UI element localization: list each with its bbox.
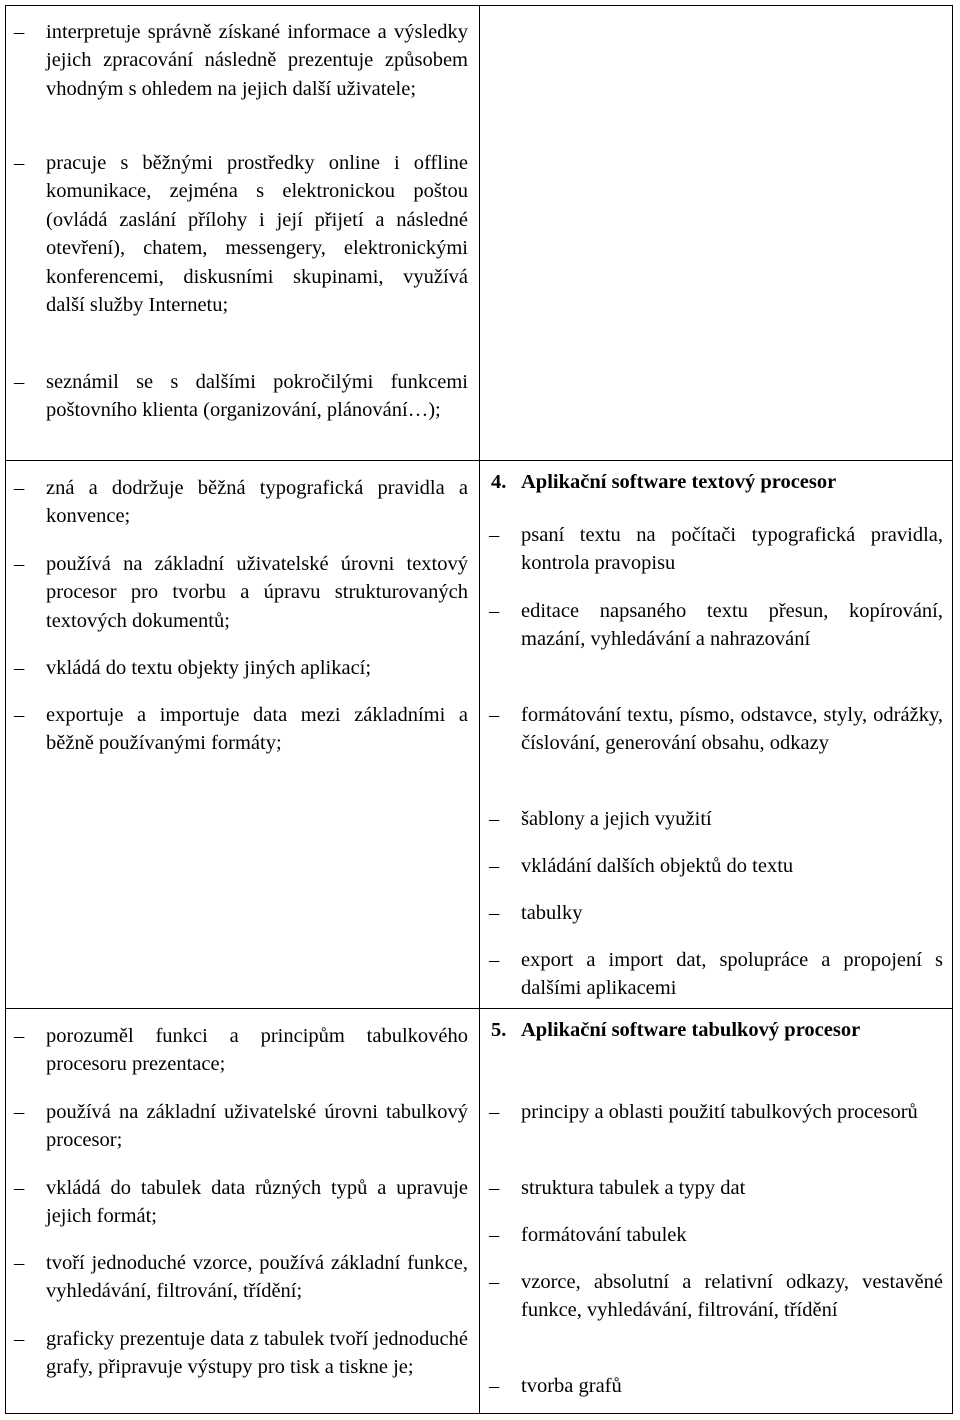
list-item: – pracuje s běžnými prostředky online i offline komunikace, zejména s elektronickou poštou (ovládá zaslání přílohy i její přijetí a následné otevření), chatem, messengery, elektronickými konferencemi, diskusními skupinami, využívá další služby Internetu;: [46, 149, 468, 319]
dash-bullet-icon: –: [489, 1375, 500, 1397]
dash-bullet-icon: –: [489, 704, 500, 726]
dash-bullet-icon: –: [14, 1101, 25, 1123]
dash-bullet-icon: –: [14, 371, 25, 393]
list-item: – exportuje a importuje data mezi základními a běžně používanými formáty;: [46, 701, 468, 758]
list-item: – seznámil se s dalšími pokročilými funkcemi poštovního klienta (organizování, plánování…);: [46, 368, 468, 425]
list-item: – porozuměl funkci a principům tabulkového procesoru prezentace;: [46, 1022, 468, 1079]
dash-bullet-icon: –: [14, 1252, 25, 1274]
dash-bullet-icon: –: [489, 1177, 500, 1199]
dash-bullet-icon: –: [489, 1271, 500, 1293]
dash-bullet-icon: –: [14, 704, 25, 726]
list-item: – tvorba grafů: [521, 1372, 943, 1400]
list-item: – vzorce, absolutní a relativní odkazy, vestavěné funkce, vyhledávání, filtrování, třídění: [521, 1268, 943, 1325]
list-item: – zná a dodržuje běžná typografická pravidla a konvence;: [46, 474, 468, 531]
list-item: – export a import dat, spolupráce a propojení s dalšími aplikacemi: [521, 946, 943, 1003]
dash-bullet-icon: –: [14, 477, 25, 499]
dash-bullet-icon: –: [14, 21, 25, 43]
list-item: – tvoří jednoduché vzorce, používá základní funkce, vyhledávání, filtrování, třídění;: [46, 1249, 468, 1306]
dash-bullet-icon: –: [14, 1328, 25, 1350]
dash-bullet-icon: –: [489, 524, 500, 546]
list-item: – principy a oblasti použití tabulkových procesorů: [521, 1098, 943, 1126]
list-item: – tabulky: [521, 899, 943, 927]
list-item: – editace napsaného textu přesun, kopírování, mazání, vyhledávání a nahrazování: [521, 597, 943, 654]
section-heading-4: 4. Aplikační software textový procesor: [491, 471, 837, 493]
list-item: – formátování textu, písmo, odstavce, styly, odrážky, číslování, generování obsahu, odkazy: [521, 701, 943, 758]
list-item: – interpretuje správně získané informace a výsledky jejich zpracování následně prezentuje způsobem vhodným s ohledem na jejich další uživatele;: [46, 18, 468, 103]
dash-bullet-icon: –: [489, 949, 500, 971]
dash-bullet-icon: –: [14, 1025, 25, 1047]
dash-bullet-icon: –: [489, 808, 500, 830]
column-divider: [479, 5, 480, 1414]
dash-bullet-icon: –: [489, 600, 500, 622]
list-item: – vkládá do tabulek data různých typů a upravuje jejich formát;: [46, 1174, 468, 1231]
dash-bullet-icon: –: [489, 1101, 500, 1123]
list-item: – vkládá do textu objekty jiných aplikací;: [46, 654, 468, 682]
list-item: – používá na základní uživatelské úrovni textový procesor pro tvorbu a úpravu strukturovaných textových dokumentů;: [46, 550, 468, 635]
dash-bullet-icon: –: [14, 152, 25, 174]
list-item: – psaní textu na počítači typografická pravidla, kontrola pravopisu: [521, 521, 943, 578]
dash-bullet-icon: –: [489, 902, 500, 924]
list-item: – vkládání dalších objektů do textu: [521, 852, 943, 880]
dash-bullet-icon: –: [14, 553, 25, 575]
list-item: – používá na základní uživatelské úrovni tabulkový procesor;: [46, 1098, 468, 1155]
list-item: – formátování tabulek: [521, 1221, 943, 1249]
list-item: – šablony a jejich využití: [521, 805, 943, 833]
dash-bullet-icon: –: [14, 1177, 25, 1199]
list-item: – graficky prezentuje data z tabulek tvoří jednoduché grafy, připravuje výstupy pro tisk a tiskne je;: [46, 1325, 468, 1382]
row-divider-1: [5, 460, 953, 461]
list-item: – struktura tabulek a typy dat: [521, 1174, 943, 1202]
dash-bullet-icon: –: [14, 657, 25, 679]
dash-bullet-icon: –: [489, 855, 500, 877]
section-heading-5: 5. Aplikační software tabulkový procesor: [491, 1019, 861, 1041]
row-divider-2: [5, 1008, 953, 1009]
dash-bullet-icon: –: [489, 1224, 500, 1246]
